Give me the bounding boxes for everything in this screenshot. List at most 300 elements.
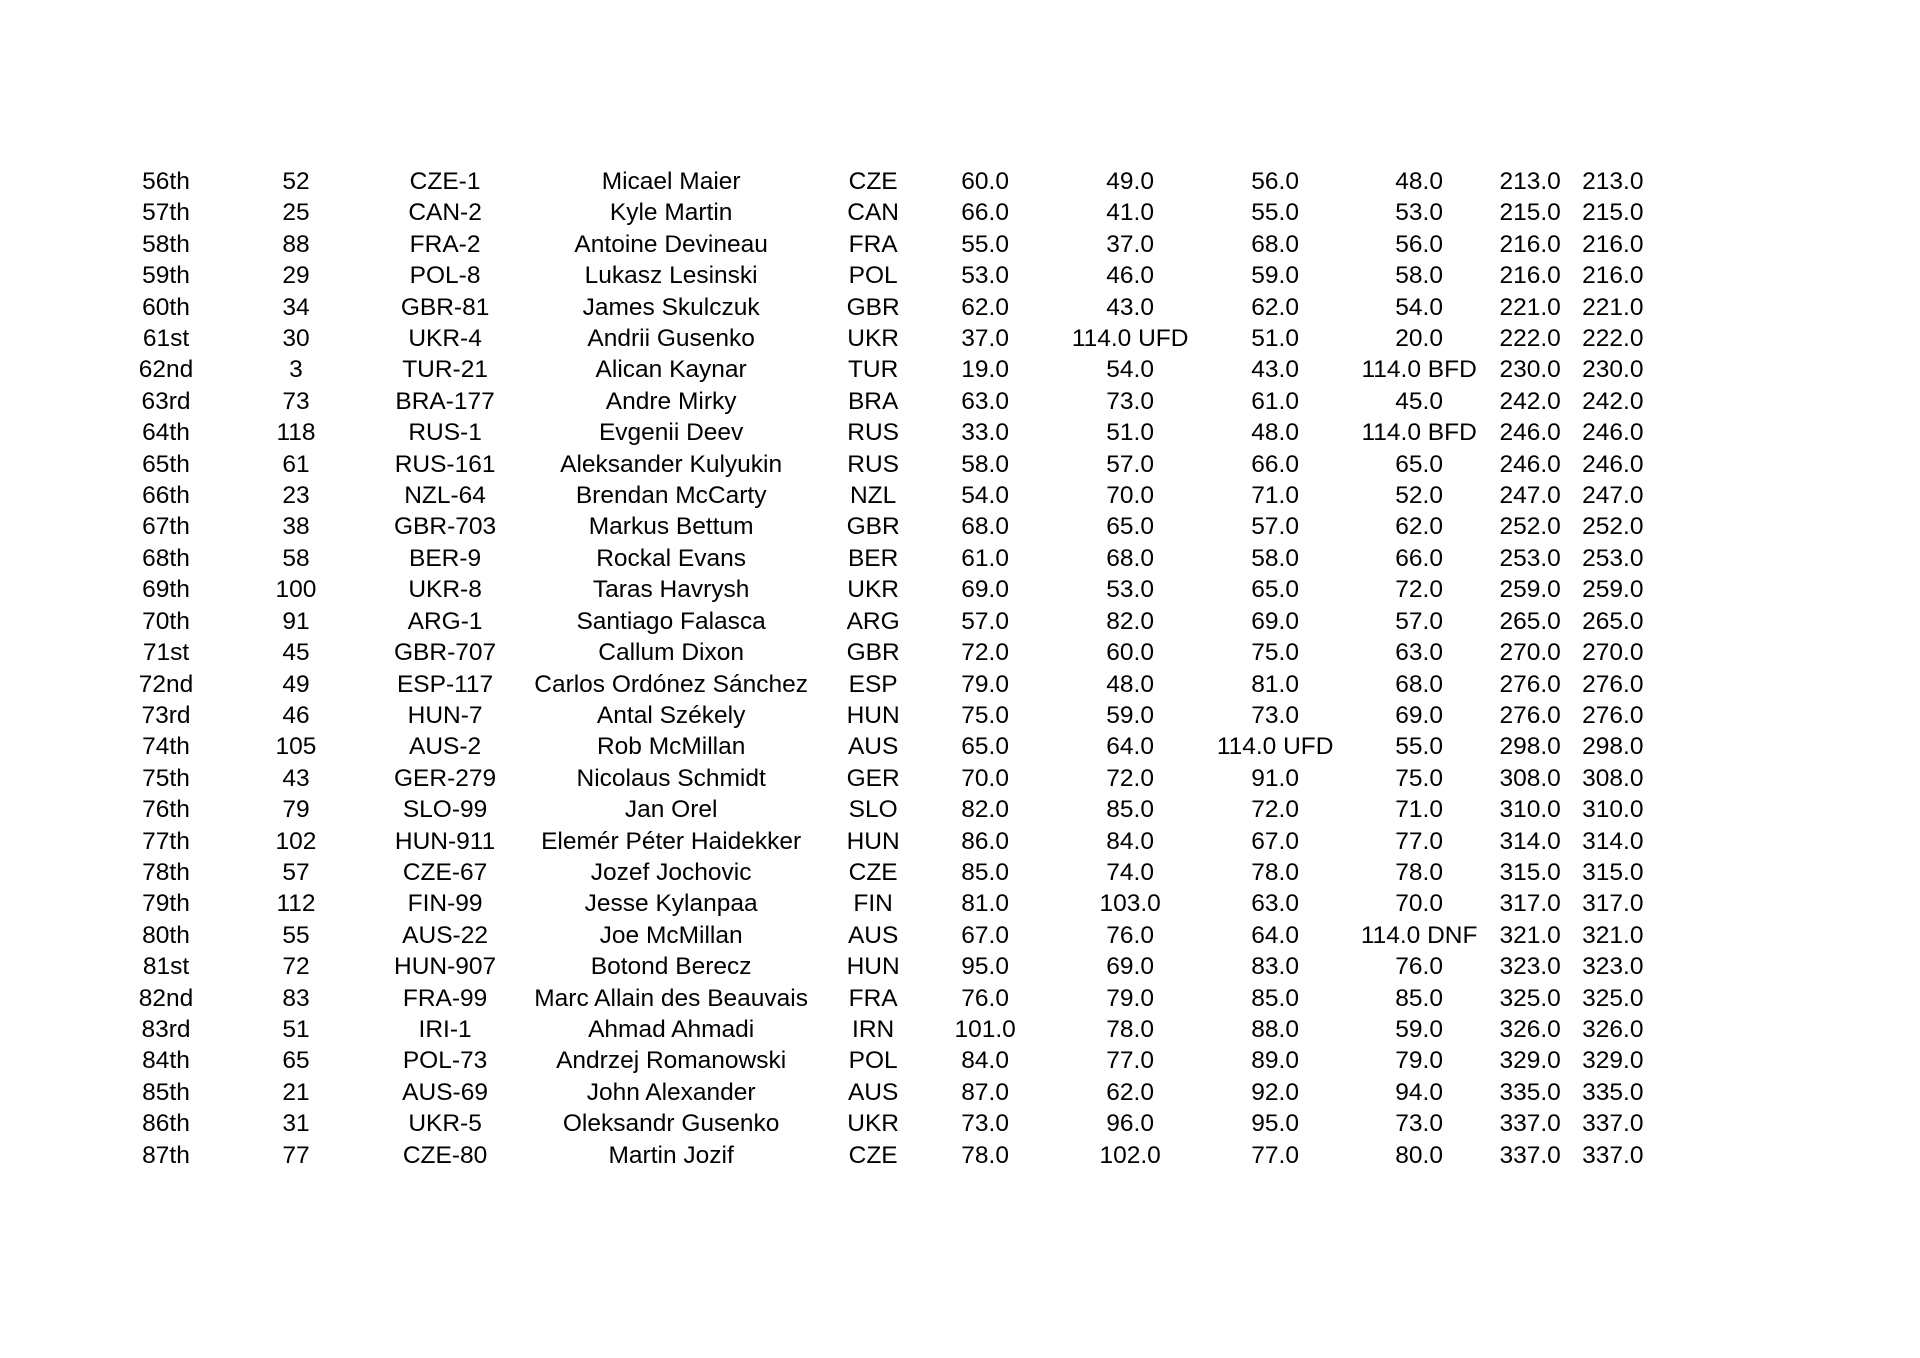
race-3-score-cell: 69.0 (1251, 607, 1299, 635)
race-1-score-cell: 75.0 (961, 701, 1009, 729)
race-2-score-cell: 114.0 UFD (1071, 325, 1189, 353)
boat-number-cell: 72 (282, 953, 310, 981)
rank-cell: 70th (142, 607, 190, 635)
total-points-cell: 215.0 (1499, 199, 1561, 227)
boat-number-cell: 102 (275, 827, 317, 855)
race-4-score-cell: 73.0 (1395, 1110, 1443, 1138)
nation-cell: FIN (853, 890, 893, 918)
total-points-cell: 276.0 (1499, 701, 1561, 729)
race-2-score-cell: 102.0 (1099, 1141, 1161, 1169)
boat-number-cell: 79 (282, 796, 310, 824)
race-4-score-cell: 66.0 (1395, 544, 1443, 572)
nation-cell: POL (848, 262, 898, 290)
race-2-score-cell: 62.0 (1106, 1078, 1154, 1106)
result-row (134, 794, 1643, 825)
net-points-cell: 252.0 (1582, 513, 1644, 541)
race-2-score-cell: 53.0 (1106, 576, 1154, 604)
rank-cell: 75th (142, 764, 190, 792)
net-points-cell: 276.0 (1582, 701, 1644, 729)
nation-cell: POL (848, 1047, 898, 1075)
total-points-cell: 253.0 (1499, 544, 1561, 572)
net-points-cell: 329.0 (1582, 1047, 1644, 1075)
total-points-cell: 265.0 (1499, 607, 1561, 635)
result-row (134, 543, 1643, 574)
net-points-cell: 323.0 (1582, 953, 1644, 981)
race-4-score-cell: 80.0 (1395, 1141, 1443, 1169)
race-1-score-cell: 85.0 (961, 858, 1009, 886)
sailor-name-cell: Andrzej Romanowski (556, 1047, 787, 1075)
boat-number-cell: 118 (276, 419, 316, 447)
sail-number-cell: AUS-22 (402, 921, 488, 949)
rank-cell: 77th (142, 827, 190, 855)
net-points-cell: 337.0 (1582, 1110, 1644, 1138)
race-4-score-cell: 78.0 (1395, 858, 1443, 886)
nation-cell: UKR (847, 325, 899, 353)
rank-cell: 58th (142, 230, 190, 258)
result-row (134, 511, 1643, 542)
total-points-cell: 230.0 (1499, 356, 1561, 384)
total-points-cell: 321.0 (1499, 921, 1561, 949)
race-1-score-cell: 63.0 (961, 387, 1009, 415)
sail-number-cell: HUN-7 (407, 701, 483, 729)
race-1-score-cell: 73.0 (961, 1110, 1009, 1138)
sailor-name-cell: Evgenii Deev (598, 419, 744, 447)
rank-cell: 76th (142, 796, 190, 824)
net-points-cell: 298.0 (1582, 733, 1644, 761)
race-1-score-cell: 101.0 (954, 1015, 1016, 1043)
sailor-name-cell: Antoine Devineau (574, 230, 768, 258)
sail-number-cell: ESP-117 (396, 670, 494, 698)
result-row (134, 229, 1643, 260)
total-points-cell: 298.0 (1499, 733, 1561, 761)
race-4-score-cell: 52.0 (1395, 482, 1443, 510)
sail-number-cell: POL-73 (402, 1047, 488, 1075)
race-4-score-cell: 56.0 (1395, 230, 1443, 258)
rank-cell: 72nd (138, 670, 194, 698)
result-row (134, 480, 1643, 511)
boat-number-cell: 34 (282, 293, 310, 321)
total-points-cell: 247.0 (1499, 482, 1561, 510)
total-points-cell: 323.0 (1499, 953, 1561, 981)
boat-number-cell: 52 (282, 168, 310, 195)
race-2-score-cell: 46.0 (1106, 262, 1154, 290)
total-points-cell: 221.0 (1499, 293, 1561, 321)
race-1-score-cell: 33.0 (961, 419, 1009, 447)
result-row (134, 1077, 1643, 1108)
sail-number-cell: RUS-161 (394, 450, 496, 478)
nation-cell: AUS (847, 921, 899, 949)
race-3-score-cell: 78.0 (1251, 858, 1299, 886)
result-row (134, 1014, 1643, 1045)
net-points-cell: 253.0 (1582, 544, 1644, 572)
race-2-score-cell: 60.0 (1106, 639, 1154, 667)
boat-number-cell: 43 (282, 764, 310, 792)
result-row (134, 166, 1643, 197)
sail-number-cell: UKR-4 (408, 325, 482, 353)
rank-cell: 61st (142, 325, 190, 353)
race-3-score-cell: 64.0 (1251, 921, 1299, 949)
race-4-score-cell: 76.0 (1395, 953, 1443, 981)
result-row (134, 449, 1643, 480)
result-row (134, 354, 1643, 385)
total-points-cell: 310.0 (1499, 796, 1561, 824)
race-4-score-cell: 85.0 (1395, 984, 1443, 1012)
net-points-cell: 276.0 (1582, 670, 1644, 698)
race-3-score-cell: 55.0 (1251, 199, 1299, 227)
boat-number-cell: 38 (282, 513, 310, 541)
result-row (134, 983, 1643, 1014)
net-points-cell: 326.0 (1582, 1015, 1644, 1043)
race-3-score-cell: 66.0 (1251, 450, 1299, 478)
total-points-cell: 213.0 (1499, 168, 1561, 195)
nation-cell: NZL (849, 482, 897, 510)
race-1-score-cell: 67.0 (961, 921, 1009, 949)
race-4-score-cell: 75.0 (1395, 764, 1443, 792)
net-points-cell: 222.0 (1582, 325, 1644, 353)
net-points-cell: 246.0 (1582, 419, 1644, 447)
sail-number-cell: NZL-64 (404, 482, 486, 510)
race-2-score-cell: 77.0 (1106, 1047, 1154, 1075)
total-points-cell: 317.0 (1499, 890, 1561, 918)
race-1-score-cell: 69.0 (961, 576, 1009, 604)
race-3-score-cell: 85.0 (1251, 984, 1299, 1012)
race-3-score-cell: 63.0 (1251, 890, 1299, 918)
net-points-cell: 247.0 (1582, 482, 1644, 510)
rank-cell: 69th (142, 576, 190, 604)
race-3-score-cell: 68.0 (1251, 230, 1299, 258)
boat-number-cell: 112 (276, 890, 316, 918)
race-2-score-cell: 73.0 (1106, 387, 1154, 415)
net-points-cell: 215.0 (1582, 199, 1644, 227)
race-4-score-cell: 63.0 (1395, 639, 1443, 667)
rank-cell: 79th (142, 890, 190, 918)
rank-cell: 68th (142, 544, 190, 572)
rank-cell: 85th (142, 1078, 190, 1106)
race-1-score-cell: 61.0 (961, 544, 1009, 572)
result-row (134, 857, 1643, 888)
rank-cell: 66th (142, 482, 190, 510)
sail-number-cell: GBR-707 (394, 639, 497, 667)
nation-cell: AUS (847, 733, 899, 761)
result-row (134, 888, 1643, 919)
sail-number-cell: AUS-2 (408, 733, 482, 761)
race-2-score-cell: 65.0 (1106, 513, 1154, 541)
race-2-score-cell: 78.0 (1106, 1015, 1154, 1043)
rank-cell: 78th (142, 858, 190, 886)
total-points-cell: 326.0 (1499, 1015, 1561, 1043)
race-4-score-cell: 69.0 (1395, 701, 1443, 729)
net-points-cell: 335.0 (1582, 1078, 1644, 1106)
net-points-cell: 221.0 (1582, 293, 1644, 321)
race-4-score-cell: 70.0 (1395, 890, 1443, 918)
race-1-score-cell: 95.0 (961, 953, 1009, 981)
race-1-score-cell: 19.0 (961, 356, 1009, 384)
total-points-cell: 314.0 (1499, 827, 1561, 855)
sail-number-cell: RUS-1 (408, 419, 482, 447)
total-points-cell: 337.0 (1499, 1141, 1561, 1169)
race-3-score-cell: 95.0 (1251, 1110, 1299, 1138)
race-1-score-cell: 87.0 (961, 1078, 1009, 1106)
result-row (134, 574, 1643, 605)
race-1-score-cell: 53.0 (961, 262, 1009, 290)
race-2-score-cell: 54.0 (1106, 356, 1154, 384)
total-points-cell: 308.0 (1499, 764, 1561, 792)
sailor-name-cell: Elemér Péter Haidekker (541, 827, 802, 855)
race-3-score-cell: 89.0 (1251, 1047, 1299, 1075)
nation-cell: CZE (848, 1141, 898, 1169)
net-points-cell: 246.0 (1582, 450, 1644, 478)
sailor-name-cell: Jozef Jochovic (590, 858, 752, 886)
sail-number-cell: UKR-8 (408, 576, 482, 604)
sailor-name-cell: Andrii Gusenko (587, 325, 755, 353)
race-2-score-cell: 64.0 (1106, 733, 1154, 761)
race-1-score-cell: 60.0 (961, 168, 1009, 195)
race-1-score-cell: 82.0 (961, 796, 1009, 824)
race-3-score-cell: 81.0 (1251, 670, 1299, 698)
rank-cell: 67th (142, 513, 190, 541)
nation-cell: SLO (848, 796, 898, 824)
sail-number-cell: IRI-1 (418, 1015, 472, 1043)
sail-number-cell: SLO-99 (402, 796, 488, 824)
nation-cell: HUN (846, 701, 900, 729)
race-2-score-cell: 49.0 (1106, 168, 1154, 195)
rank-cell: 56th (142, 168, 190, 195)
result-row (134, 197, 1643, 228)
sailor-name-cell: Aleksander Kulyukin (560, 450, 783, 478)
sailor-name-cell: Lukasz Lesinski (584, 262, 758, 290)
net-points-cell: 230.0 (1582, 356, 1644, 384)
net-points-cell: 317.0 (1582, 890, 1644, 918)
race-2-score-cell: 69.0 (1106, 953, 1154, 981)
rank-cell: 83rd (141, 1015, 191, 1043)
net-points-cell: 216.0 (1582, 262, 1644, 290)
sailor-name-cell: Micael Maier (601, 168, 741, 195)
result-row (134, 826, 1643, 857)
rank-cell: 86th (142, 1110, 190, 1138)
sailor-name-cell: Alican Kaynar (595, 356, 747, 384)
boat-number-cell: 83 (282, 984, 310, 1012)
race-3-score-cell: 67.0 (1251, 827, 1299, 855)
race-2-score-cell: 59.0 (1106, 701, 1154, 729)
boat-number-cell: 51 (282, 1015, 310, 1043)
total-points-cell: 246.0 (1499, 419, 1561, 447)
rank-cell: 81st (142, 953, 190, 981)
nation-cell: ESP (848, 670, 898, 698)
race-1-score-cell: 78.0 (961, 1141, 1009, 1169)
race-3-score-cell: 57.0 (1251, 513, 1299, 541)
nation-cell: ARG (846, 607, 900, 635)
race-1-score-cell: 58.0 (961, 450, 1009, 478)
net-points-cell: 259.0 (1582, 576, 1644, 604)
sailor-name-cell: Jan Orel (624, 796, 718, 824)
race-2-score-cell: 79.0 (1106, 984, 1154, 1012)
net-points-cell: 310.0 (1582, 796, 1644, 824)
nation-cell: AUS (847, 1078, 899, 1106)
race-1-score-cell: 84.0 (961, 1047, 1009, 1075)
race-1-score-cell: 66.0 (961, 199, 1009, 227)
sail-number-cell: FRA-99 (402, 984, 488, 1012)
race-1-score-cell: 57.0 (961, 607, 1009, 635)
nation-cell: IRN (852, 1015, 895, 1043)
race-4-score-cell: 114.0 BFD (1361, 419, 1477, 447)
total-points-cell: 242.0 (1499, 387, 1561, 415)
race-4-score-cell: 68.0 (1395, 670, 1443, 698)
sail-number-cell: CZE-80 (402, 1141, 488, 1169)
sailor-name-cell: Rob McMillan (596, 733, 746, 761)
nation-cell: BER (847, 544, 899, 572)
nation-cell: TUR (847, 356, 899, 384)
sail-number-cell: FIN-99 (407, 890, 483, 918)
race-3-score-cell: 88.0 (1251, 1015, 1299, 1043)
race-4-score-cell: 77.0 (1395, 827, 1443, 855)
boat-number-cell: 91 (282, 607, 310, 635)
race-3-score-cell: 51.0 (1251, 325, 1299, 353)
race-4-score-cell: 62.0 (1395, 513, 1443, 541)
sail-number-cell: CZE-1 (409, 168, 481, 195)
race-4-score-cell: 79.0 (1395, 1047, 1443, 1075)
nation-cell: UKR (847, 576, 899, 604)
sailor-name-cell: Martin Jozif (608, 1141, 734, 1169)
race-2-score-cell: 37.0 (1106, 230, 1154, 258)
boat-number-cell: 55 (282, 921, 310, 949)
boat-number-cell: 105 (275, 733, 317, 761)
boat-number-cell: 73 (282, 387, 310, 415)
race-3-score-cell: 61.0 (1251, 387, 1299, 415)
race-4-score-cell: 114.0 DNF (1360, 921, 1478, 949)
sail-number-cell: UKR-5 (408, 1110, 482, 1138)
rank-cell: 65th (142, 450, 190, 478)
boat-number-cell: 30 (282, 325, 310, 353)
race-2-score-cell: 68.0 (1106, 544, 1154, 572)
rank-cell: 64th (142, 419, 190, 447)
race-1-score-cell: 72.0 (961, 639, 1009, 667)
race-4-score-cell: 59.0 (1395, 1015, 1443, 1043)
boat-number-cell: 100 (275, 576, 317, 604)
race-4-score-cell: 94.0 (1395, 1078, 1443, 1106)
race-3-score-cell: 114.0 UFD (1216, 733, 1334, 761)
race-4-score-cell: 48.0 (1395, 168, 1443, 195)
race-3-score-cell: 91.0 (1251, 764, 1299, 792)
race-3-score-cell: 58.0 (1251, 544, 1299, 572)
result-row (134, 951, 1643, 982)
race-2-score-cell: 41.0 (1106, 199, 1154, 227)
result-row (134, 920, 1643, 951)
race-4-score-cell: 53.0 (1395, 199, 1443, 227)
total-points-cell: 315.0 (1499, 858, 1561, 886)
race-1-score-cell: 68.0 (961, 513, 1009, 541)
net-points-cell: 325.0 (1582, 984, 1644, 1012)
boat-number-cell: 23 (282, 482, 310, 510)
race-3-score-cell: 56.0 (1251, 168, 1299, 195)
race-4-score-cell: 71.0 (1395, 796, 1443, 824)
race-1-score-cell: 37.0 (961, 325, 1009, 353)
sail-number-cell: HUN-911 (394, 827, 496, 855)
rank-cell: 74th (142, 733, 190, 761)
net-points-cell: 213.0 (1582, 168, 1644, 195)
rank-cell: 60th (142, 293, 190, 321)
total-points-cell: 337.0 (1499, 1110, 1561, 1138)
sailor-name-cell: Callum Dixon (598, 639, 744, 667)
sail-number-cell: ARG-1 (407, 607, 483, 635)
race-2-score-cell: 74.0 (1106, 858, 1154, 886)
sailor-name-cell: Rockal Evans (596, 544, 747, 572)
race-2-score-cell: 103.0 (1099, 890, 1161, 918)
total-points-cell: 335.0 (1499, 1078, 1561, 1106)
result-row (134, 1108, 1643, 1139)
result-row (134, 323, 1643, 354)
boat-number-cell: 49 (282, 670, 310, 698)
nation-cell: RUS (847, 450, 899, 478)
net-points-cell: 265.0 (1582, 607, 1644, 635)
sail-number-cell: BER-9 (408, 544, 482, 572)
race-1-score-cell: 65.0 (961, 733, 1009, 761)
sailor-name-cell: Marc Allain des Beauvais (534, 984, 808, 1012)
boat-number-cell: 57 (282, 858, 310, 886)
sail-number-cell: HUN-907 (394, 953, 497, 981)
sailor-name-cell: Santiago Falasca (576, 607, 766, 635)
total-points-cell: 259.0 (1499, 576, 1561, 604)
race-2-score-cell: 70.0 (1106, 482, 1154, 510)
nation-cell: GBR (846, 639, 900, 667)
net-points-cell: 337.0 (1582, 1141, 1644, 1169)
result-row (134, 1045, 1643, 1076)
net-points-cell: 216.0 (1582, 230, 1644, 258)
race-3-score-cell: 43.0 (1251, 356, 1299, 384)
sailor-name-cell: John Alexander (586, 1078, 756, 1106)
boat-number-cell: 58 (282, 544, 310, 572)
result-row (134, 260, 1643, 291)
boat-number-cell: 3 (289, 356, 303, 384)
result-row (134, 731, 1643, 762)
race-3-score-cell: 65.0 (1251, 576, 1299, 604)
sail-number-cell: BRA-177 (395, 387, 495, 415)
race-2-score-cell: 85.0 (1106, 796, 1154, 824)
nation-cell: GBR (846, 513, 900, 541)
rank-cell: 73rd (141, 701, 191, 729)
sail-number-cell: CAN-2 (408, 199, 482, 227)
race-4-score-cell: 72.0 (1395, 576, 1443, 604)
rank-cell: 59th (142, 262, 190, 290)
sailor-name-cell: Brendan McCarty (575, 482, 767, 510)
race-1-score-cell: 62.0 (961, 293, 1009, 321)
boat-number-cell: 45 (282, 639, 310, 667)
results-body (134, 166, 1643, 1171)
total-points-cell: 246.0 (1499, 450, 1561, 478)
nation-cell: HUN (846, 827, 900, 855)
net-points-cell: 315.0 (1582, 858, 1644, 886)
total-points-cell: 276.0 (1499, 670, 1561, 698)
boat-number-cell: 77 (282, 1141, 310, 1169)
sailor-name-cell: Oleksandr Gusenko (562, 1110, 780, 1138)
nation-cell: UKR (847, 1110, 899, 1138)
sailor-name-cell: Markus Bettum (588, 513, 754, 541)
race-2-score-cell: 76.0 (1106, 921, 1154, 949)
net-points-cell: 308.0 (1582, 764, 1644, 792)
total-points-cell: 329.0 (1499, 1047, 1561, 1075)
sail-number-cell: FRA-2 (409, 230, 481, 258)
boat-number-cell: 29 (282, 262, 310, 290)
race-3-score-cell: 73.0 (1251, 701, 1299, 729)
race-1-score-cell: 55.0 (961, 230, 1009, 258)
sailor-name-cell: Botond Berecz (590, 953, 752, 981)
total-points-cell: 222.0 (1499, 325, 1561, 353)
sailor-name-cell: Antal Székely (596, 701, 746, 729)
race-1-score-cell: 70.0 (961, 764, 1009, 792)
result-row (134, 637, 1643, 668)
race-1-score-cell: 54.0 (961, 482, 1009, 510)
race-3-score-cell: 77.0 (1251, 1141, 1299, 1169)
race-3-score-cell: 59.0 (1251, 262, 1299, 290)
